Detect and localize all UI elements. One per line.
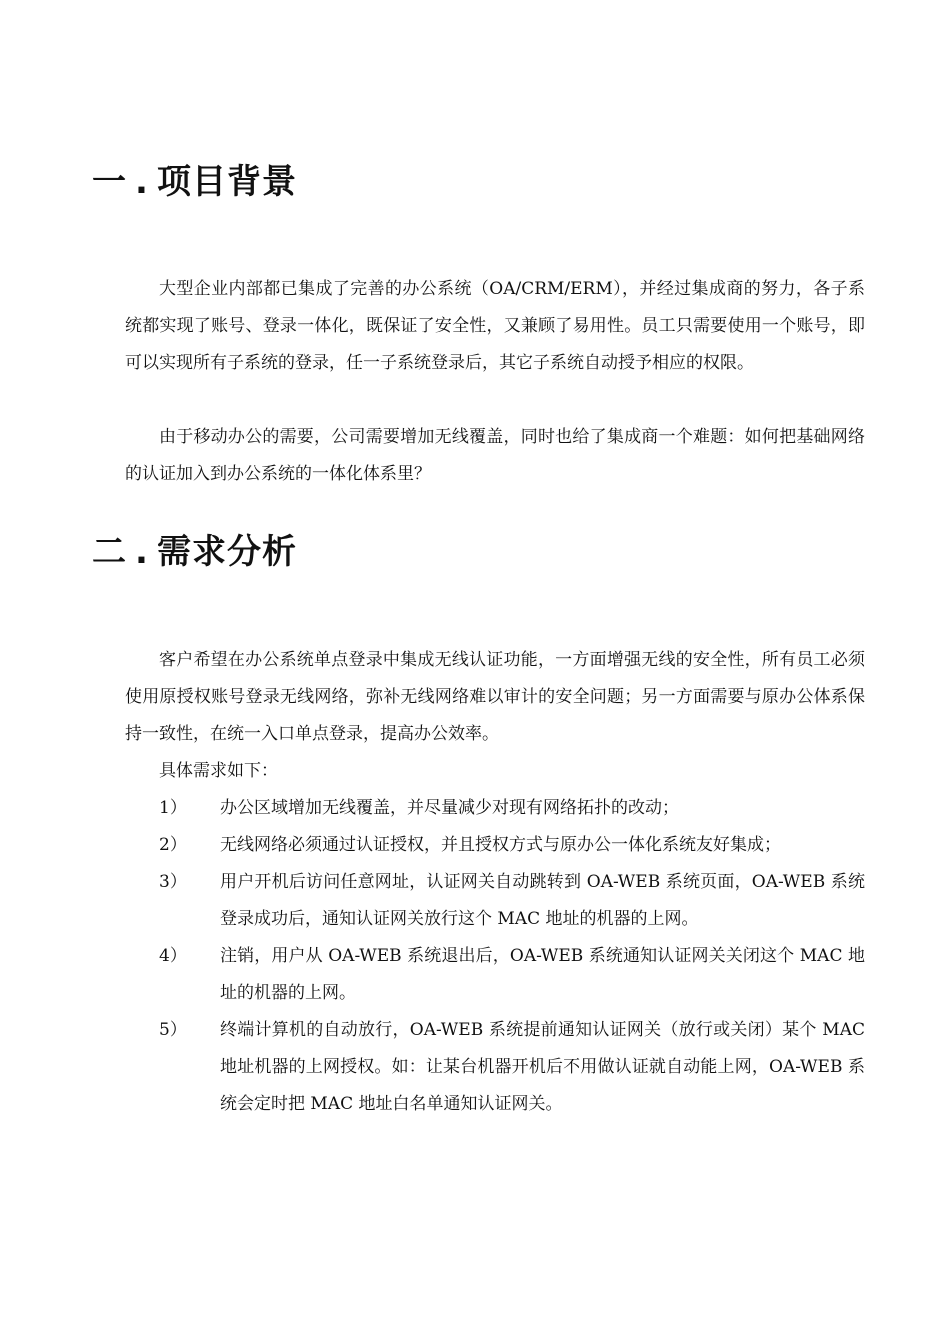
paragraph-background-2: 由于移动办公的需要，公司需要增加无线覆盖，同时也给了集成商一个难题：如何把基础网络的认证加入到办公系统的一体化体系里？ xyxy=(125,427,865,484)
list-marker: 5） xyxy=(159,1020,187,1040)
list-text: 用户开机后访问任意网址，认证网关自动跳转到 OA-WEB 系统页面，OA-WEB 系统登录成功后，通知认证网关放行这个 MAC 地址的机器的上网。 xyxy=(220,872,865,929)
list-marker: 3） xyxy=(159,872,187,892)
list-item xyxy=(125,827,865,864)
list-item xyxy=(125,790,865,827)
heading-separator: . xyxy=(135,162,149,202)
list-marker: 4） xyxy=(159,946,187,966)
heading-separator: . xyxy=(135,532,149,572)
list-text: 终端计算机的自动放行，OA-WEB 系统提前通知认证网关（放行或关闭）某个 MAC 地址机器的上网授权。如：让某台机器开机后不用做认证就自动能上网，OA-WEB 系统会定时把 MAC 地址白名单通知认证网关。 xyxy=(220,1020,865,1114)
list-marker: 2） xyxy=(159,835,187,855)
list-item xyxy=(125,938,865,1012)
paragraph-requirements-1: 客户希望在办公系统单点登录中集成无线认证功能，一方面增强无线的安全性，所有员工必须使用原授权账号登录无线网络，弥补无线网络难以审计的安全问题；另一方面需要与原办公体系保持一致性，在统一入口单点登录，提高办公效率。 xyxy=(125,650,865,744)
heading-title: 需求分析 xyxy=(157,532,297,572)
list-marker: 1） xyxy=(159,798,187,818)
list-text: 无线网络必须通过认证授权，并且授权方式与原办公一体化系统友好集成； xyxy=(220,835,781,855)
list-text: 办公区域增加无线覆盖，并尽量减少对现有网络拓扑的改动； xyxy=(220,798,679,818)
list-text: 注销，用户从 OA-WEB 系统退出后，OA-WEB 系统通知认证网关关闭这个 MAC 地址的机器的上网。 xyxy=(220,946,865,1003)
requirements-list xyxy=(125,790,865,1123)
paragraph-background-1: 大型企业内部都已集成了完善的办公系统（OA/CRM/ERM），并经过集成商的努力，各子系统都实现了账号、登录一体化，既保证了安全性，又兼顾了易用性。员工只需要使用一个账号，即可以实现所有子系统的登录，任一子系统登录后，其它子系统自动授予相应的权限。 xyxy=(125,279,865,373)
section-heading-requirements xyxy=(92,524,297,573)
heading-number: 一 xyxy=(92,162,127,202)
section-heading-background xyxy=(92,154,297,203)
paragraph-requirements-2: 具体需求如下： xyxy=(159,761,278,781)
list-item xyxy=(125,1012,865,1123)
list-item xyxy=(125,864,865,938)
heading-title: 项目背景 xyxy=(157,162,297,202)
heading-number: 二 xyxy=(92,532,127,572)
